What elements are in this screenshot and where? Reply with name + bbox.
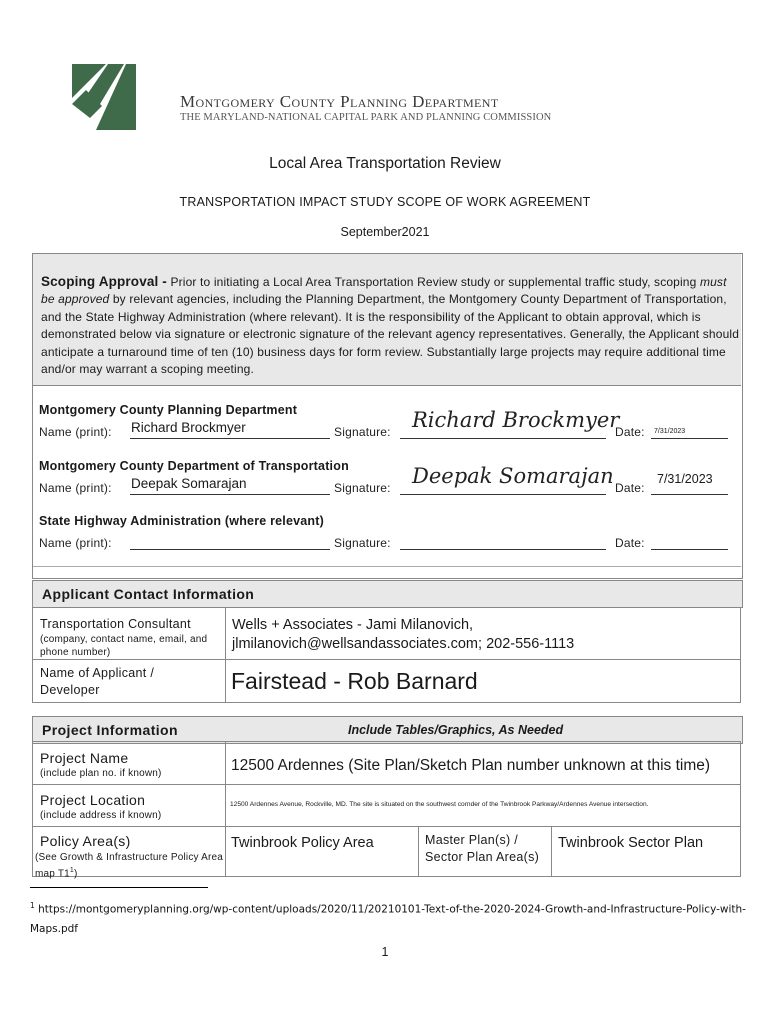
scoping-approval-text: Scoping Approval - Prior to initiating a Local Area Transportation Review study or supplemental traffic study, scoping must be approved by relevant agencies, including the Planning Department, the Montgomery County Department of Transportation, and the State Highway Administration (where relevant). It is the responsibility of the Applicant to obtain approval, which is demonstrated below via signature or electronic signature of the relevant agency representatives. Generally, the Applicant should anticipate a turnaround time of ten (10) business days for form review. Substantially large projects may require additional time and/or may warrant a scoping meeting. [41, 274, 740, 377]
mcdot-heading: Montgomery County Department of Transportation [39, 459, 349, 473]
policy-area-value: Twinbrook Policy Area [231, 835, 374, 851]
date-label: Date: [615, 481, 645, 495]
consultant-sublabel: (company, contact name, email, and phone number) [40, 634, 208, 658]
sha-name-field[interactable] [130, 535, 330, 550]
project-location-label-cell [32, 784, 226, 827]
footnote-rule [30, 887, 208, 888]
project-heading-note: Include Tables/Graphics, As Needed [348, 723, 564, 737]
name-label: Name (print): [39, 425, 112, 439]
policy-area-label: Policy Area(s) [40, 833, 131, 849]
scoping-heading: Scoping Approval - [41, 274, 167, 289]
mcpd-signature[interactable]: Richard Brockmyer [412, 408, 620, 432]
policy-area-sublabel: (See Growth & Infrastructure Policy Area map $T1^1$) [35, 852, 224, 880]
project-location-value: 12500 Ardennes Avenue, Rockville, MD. The site is situated on the southwest cornder of the Twinbrook Parkway/Ardennes Avenue intersection. [230, 801, 649, 808]
consultant-value-cell[interactable] [225, 607, 741, 660]
page-number: 1 [381, 945, 389, 959]
org-subtitle: THE MARYLAND-NATIONAL CAPITAL PARK AND PLANNING COMMISSION [180, 112, 552, 123]
sha-date-field[interactable] [651, 535, 728, 550]
project-name-sublabel: (include plan no. if known) [40, 768, 162, 779]
mcpd-date-field[interactable]: 7/31/2023 [654, 428, 686, 435]
project-name-label-cell [32, 741, 226, 785]
signature-label: Signature: [334, 536, 391, 550]
name-label: Name (print): [39, 481, 112, 495]
mcpd-heading: Montgomery County Planning Department [39, 403, 298, 417]
project-name-value: 12500 Ardennes (Site Plan/Sketch Plan number unknown at this time) [231, 757, 711, 774]
applicant-label: Name of Applicant / Developer [40, 666, 155, 697]
policy-area-value-cell[interactable] [225, 826, 419, 877]
master-plan-value-cell[interactable] [551, 826, 741, 877]
policy-area-label-cell [32, 826, 226, 880]
date-label: Date: [615, 536, 645, 550]
mcdot-name-field[interactable]: Deepak Somarajan [131, 476, 247, 491]
sha-signature-field[interactable] [400, 535, 606, 550]
project-name-label: Project Name [40, 750, 129, 766]
mcpd-name-field[interactable]: Richard Brockmyer [131, 420, 246, 435]
consultant-label-cell [32, 607, 226, 660]
master-plan-value: Twinbrook Sector Plan [558, 835, 704, 851]
scoping-emphasis: must be approved [41, 275, 727, 307]
applicant-value: Fairstead - Rob Barnard [231, 668, 478, 694]
footnote: $^1$ https://montgomeryplanning.org/wp-content/uploads/2020/11/20210101-Text-of-the-2020-2024-Growth-and-Infrastructure-Policy-with-Maps.pdf [30, 901, 746, 935]
mcdot-date-field[interactable]: 7/31/2023 [657, 472, 713, 486]
master-plan-label: Master Plan(s) / Sector Plan Area(s) [425, 833, 540, 864]
sha-heading: State Highway Administration (where relevant) [39, 514, 324, 528]
project-location-value-cell[interactable] [225, 784, 741, 827]
document-subtitle: TRANSPORTATION IMPACT STUDY SCOPE OF WORK AGREEMENT [179, 195, 591, 209]
applicant-value-cell[interactable] [225, 659, 741, 703]
signature-label: Signature: [334, 481, 391, 495]
consultant-value-line-1: Wells + Associates - Jami Milanovich, [232, 617, 474, 633]
applicant-section-header [32, 580, 743, 608]
project-location-label: Project Location [40, 792, 146, 808]
org-name: Montgomery County Planning Department [180, 92, 499, 111]
divider [33, 566, 741, 579]
name-label: Name (print): [39, 536, 112, 550]
consultant-label: Transportation Consultant [40, 617, 191, 631]
applicant-heading: Applicant Contact Information [42, 586, 255, 602]
footnote-link[interactable]: https://montgomeryplanning.org/wp-content/uploads/2020/11/20210101-Text-of-the-2020-2024-Growth-and-Infrastructure-Policy-with-Maps.pdf [30, 903, 746, 935]
document-date: September2021 [340, 225, 430, 239]
mcdot-signature[interactable]: Deepak Somarajan [412, 464, 614, 488]
signature-label: Signature: [334, 425, 391, 439]
project-heading: Project Information [42, 722, 178, 738]
project-name-value-cell[interactable] [225, 741, 741, 785]
date-label: Date: [615, 425, 645, 439]
mcpd-logo-icon [72, 64, 136, 130]
project-section-header [32, 716, 743, 744]
document-title: Local Area Transportation Review [269, 155, 501, 172]
consultant-value-line-2: jlmilanovich@wellsandassociates.com; 202-556-1113 [232, 636, 575, 652]
applicant-label-cell [32, 659, 226, 703]
project-location-sublabel: (include address if known) [40, 810, 162, 821]
master-plan-label-cell [418, 826, 552, 877]
